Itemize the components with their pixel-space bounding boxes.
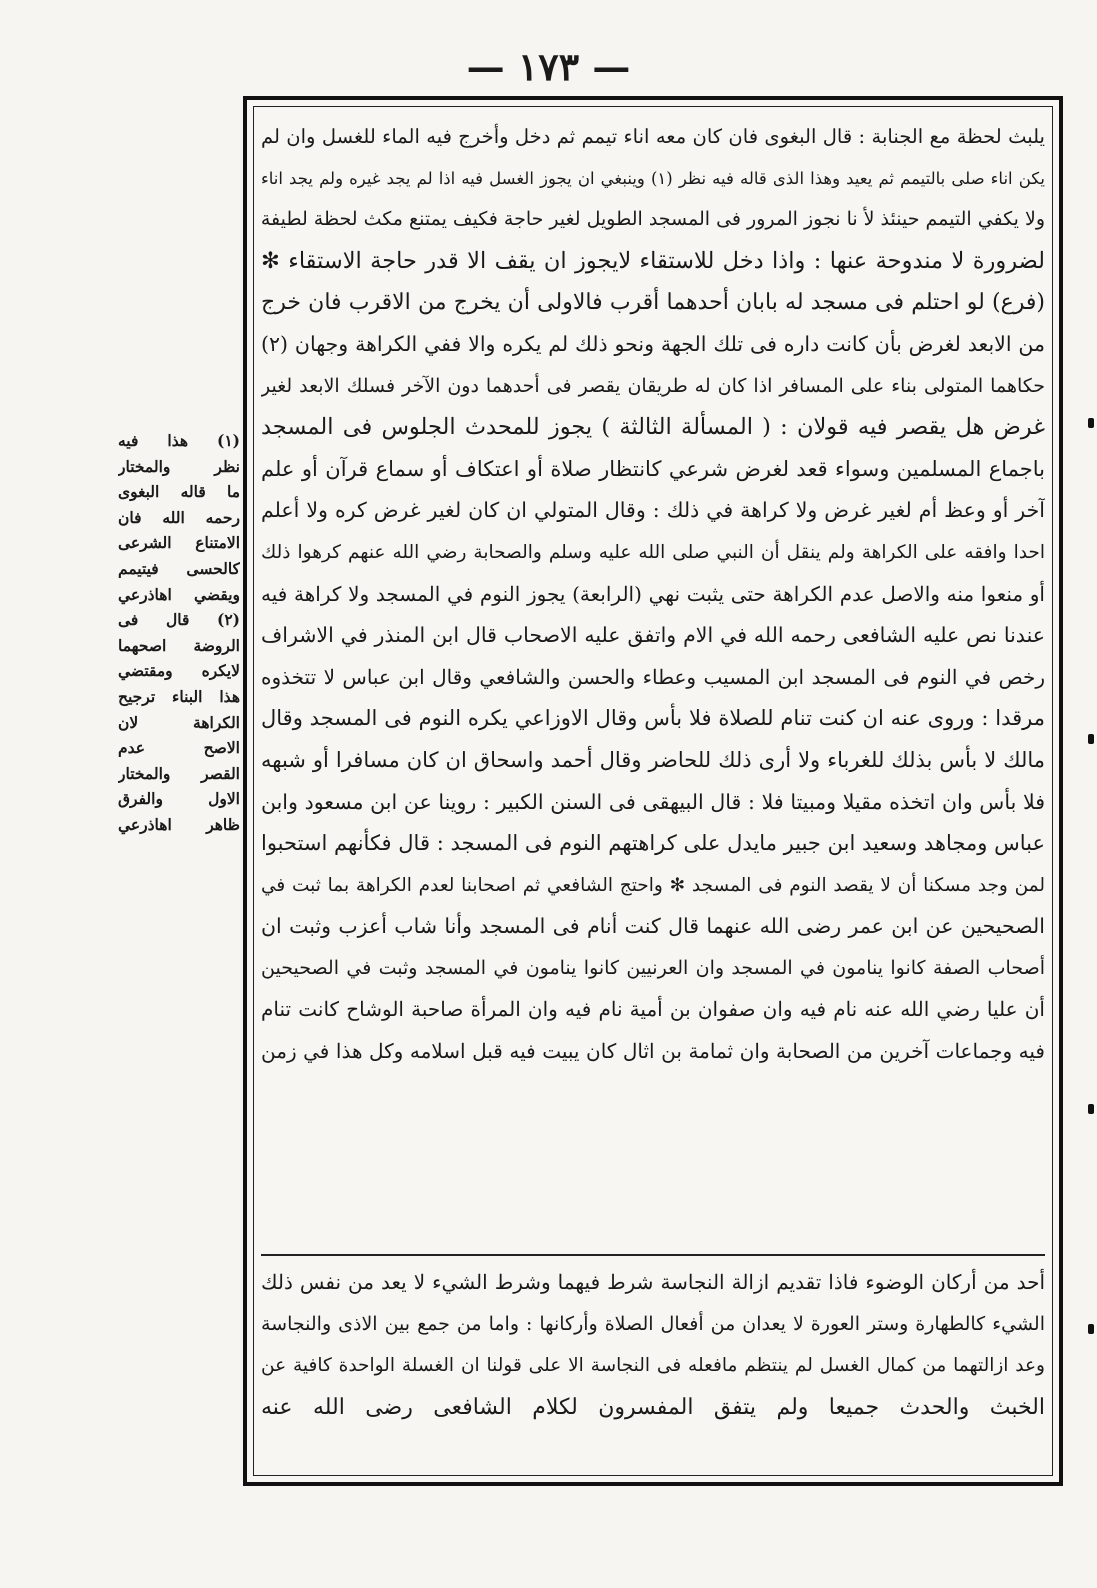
text-line: من الابعد لغرض بأن كانت داره فى تلك الجهة ونحو ذلك لم يكره والا ففي الكراهة وجهان (٢) xyxy=(261,331,1045,356)
edge-mark xyxy=(1088,734,1094,744)
text-line: أو منعوا منه والاصل عدم الكراهة حتى يثبت نهي (الرابعة) يجوز النوم في المسجد ولا كراهة فيه xyxy=(261,581,1045,606)
margin-note-line: الاول والفرق xyxy=(118,789,240,809)
margin-note-line: ظاهر اهاذرعي xyxy=(118,814,240,834)
text-line: آخر أو وعظ أم لغير غرض ولا كراهة في ذلك : وقال المتولي ان كان لغير غرض كره ولا أعلم xyxy=(261,498,1045,523)
text-line: باجماع المسلمين وسواء قعد لغرض شرعي كانتظار صلاة أو اعتكاف أو سماع قرآن أو علم xyxy=(261,456,1045,481)
text-line: يكن اناء صلى بالتيمم ثم يعيد وهذا الذى قاله فيه نظر (١) وينبغي ان يجوز الغسل فيه اذا لم يجد غيره ولم يجد اناء xyxy=(261,168,1045,188)
text-line: أصحاب الصفة كانوا ينامون في المسجد وان العرنيين كانوا ينامون في المسجد وثبت في الصحيحين xyxy=(261,956,1045,979)
text-line: حكاهما المتولى بناء على المسافر اذا كان له طريقان يقصر فى أحدهما دون الآخر فسلك الابعد لغير xyxy=(261,374,1045,397)
text-line: أن عليا رضي الله عنه نام فيه وان صفوان بن أمية نام فيه وان المرأة صاحبة الوشاح كانت تنام xyxy=(261,997,1045,1022)
text-line: لضرورة لا مندوحة عنها : واذا دخل للاستقاء لايجوز ان يقف الا قدر حاجة الاستقاء ✻ xyxy=(261,247,1045,274)
text-line: عندنا نص عليه الشافعى رحمه الله في الام واتفق عليه الاصحاب قال ابن المنذر في الاشراف xyxy=(261,623,1045,648)
text-line: احدا وافقه على الكراهة ولم ينقل أن النبي صلى الله عليه وسلم والصحابة رضي الله عنهم كرهوا ذلك xyxy=(261,541,1045,563)
commentary-line: الخبث والحدث جميعا ولم يتفق المفسرون لكلام الشافعى رضى الله عنه xyxy=(261,1394,1045,1420)
text-line: مالك لا بأس بذلك للغرباء ولا أرى ذلك للحاضر وقال أحمد واسحاق ان كان مسافرا أو شبهه xyxy=(261,747,1045,772)
text-line: فيه وجماعات آخرين من الصحابة وان ثمامة بن اثال كان يبيت فيه قبل اسلامه وكل هذا في زمن xyxy=(261,1039,1045,1064)
margin-note-line: (٢) قال فى xyxy=(118,610,240,630)
commentary-line: وعد ازالتهما من كمال الغسل لم ينتظم مافعله فى النجاسة الا على قولنا ان الغسلة الواحدة كافية عن xyxy=(261,1355,1045,1376)
margin-note-line: الاصح عدم xyxy=(118,738,240,758)
margin-note-line: نظر والمختار xyxy=(118,456,240,476)
text-line: يلبث لحظة مع الجنابة : قال البغوى فان كان معه اناء تيمم ثم دخل وأخرج فيه الماء للغسل وان لم xyxy=(261,125,1045,148)
text-line: الصحيحين عن ابن عمر رضى الله عنهما قال كنت أنام فى المسجد وأنا شاب أعزب وثبت ان xyxy=(261,914,1045,939)
text-line: مرقدا : وروى عنه ان كنت تنام للصلاة فلا بأس وقال الاوزاعي يكره النوم فى المسجد وقال xyxy=(261,706,1045,731)
edge-mark xyxy=(1088,1324,1094,1334)
footnote-divider xyxy=(261,1254,1045,1256)
main-text xyxy=(261,116,1045,1246)
text-line: لمن وجد مسكنا أن لا يقصد النوم فى المسجد ✻ واحتج الشافعي ثم اصحابنا لعدم الكراهة بما ثبت في xyxy=(261,874,1045,896)
margin-note-line: الامتناع الشرعى xyxy=(118,533,240,553)
margin-note-line: ويقضي اهاذرعي xyxy=(118,584,240,604)
margin-note-line: لايكره ومقتضي xyxy=(118,661,240,681)
edge-mark xyxy=(1088,418,1094,428)
margin-note-line: ما قاله البغوى xyxy=(118,482,240,502)
text-line: ولا يكفي التيمم حينئذ لأ نا نجوز المرور فى المسجد الطويل لغير حاجة فكيف يمتنع مكث لحظة لطيفة xyxy=(261,208,1045,231)
text-line: رخص في النوم فى المسجد ابن المسيب وعطاء والحسن والشافعي وقال ابن عباس لا تتخذوه xyxy=(261,664,1045,689)
margin-note-line: كالحسى فيتيمم xyxy=(118,558,240,578)
text-line: فلا بأس وان اتخذه مقيلا ومبيتا فلا : قال البيهقى فى السنن الكبير : روينا عن ابن مسعود وابن xyxy=(261,789,1045,814)
margin-note-line: القصر والمختار xyxy=(118,763,240,783)
margin-note-line: (١) هذا فيه xyxy=(118,431,240,450)
commentary-line: الشيء كالطهارة وستر العورة لا يعدان من أفعال الصلاة وأركانها : واما من جمع بين الاذى والنجاسة xyxy=(261,1312,1045,1335)
margin-note-line: رحمه الله فان xyxy=(118,507,240,527)
text-frame xyxy=(243,96,1063,1486)
margin-note-line: هذا البناء ترجيح xyxy=(118,686,240,706)
margin-note-line: الكراهة لان xyxy=(118,712,240,732)
edge-mark xyxy=(1088,1104,1094,1114)
commentary-line: أحد من أركان الوضوء فاذا تقديم ازالة النجاسة شرط فيهما وشرط الشيء لا يعد من نفس ذلك xyxy=(261,1270,1045,1294)
margin-note-line: الروضة اصحهما xyxy=(118,635,240,655)
text-line: غرض هل يقصر فيه قولان : ( المسألة الثالثة ) يجوز للمحدث الجلوس فى المسجد xyxy=(261,414,1045,441)
text-line: عباس ومجاهد وسعيد ابن جبير مايدل على كراهتهم النوم فى المسجد : قال فكأنهم استحبوا xyxy=(261,831,1045,856)
margin-notes xyxy=(118,428,240,838)
commentary-text xyxy=(261,1262,1045,1472)
page-number: — ١٧٣ — xyxy=(466,44,631,89)
text-line: (فرع) لو احتلم فى مسجد له بابان أحدهما أقرب فالاولى أن يخرج من الاقرب فان خرج xyxy=(261,290,1045,316)
